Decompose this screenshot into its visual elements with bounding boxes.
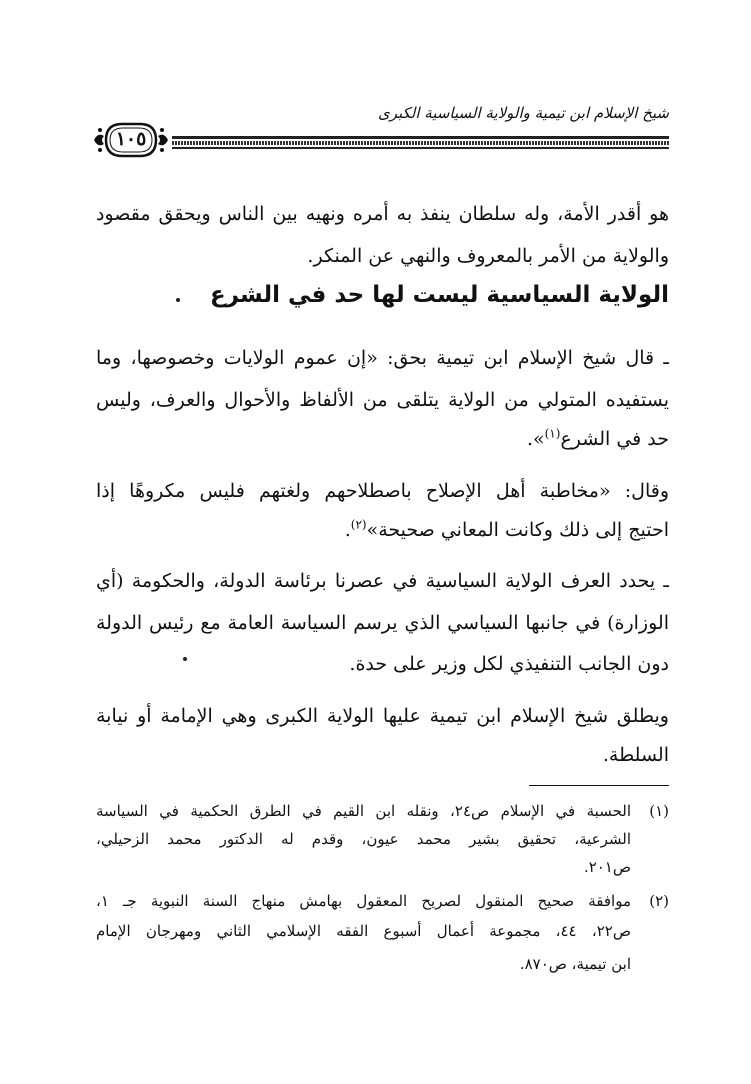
ink-speck (176, 298, 180, 302)
body-line: السلطة. (602, 744, 669, 766)
footnote-line: ابن تيمية، ص٨٧٠. (519, 955, 631, 973)
body-line: والولاية من الأمر بالمعروف والنهي عن المنكر. (307, 245, 669, 267)
section-heading: الولاية السياسية ليست لها حد في الشرع (210, 282, 669, 308)
footnote-line: ص٢٢، ٤٤، مجموعة أعمال أسبوع الفقه الإسلامي الثاني ومهرجان الإمام (96, 922, 631, 940)
body-line: ـ يحدد العرف الولاية السياسية في عصرنا برئاسة الدولة، والحكومة (أي (96, 570, 669, 592)
footnote-line: الحسبة في الإسلام ص٢٤، ونقله ابن القيم في الطرق الحكمية في السياسة (96, 802, 632, 820)
body-line: الوزارة) في جانبها السياسي الذي يرسم السياسة العامة مع رئيس الدولة (96, 612, 669, 634)
page-number: ١٠٥ (115, 128, 147, 150)
page-number-ornament (92, 118, 170, 162)
footnote-number: (١) (649, 802, 669, 820)
footnote-number: (٢) (649, 892, 669, 910)
footnote-ref[interactable]: (١) (544, 426, 561, 441)
body-text: . (344, 519, 351, 541)
body-text: احتيج إلى ذلك وكانت المعاني صحيحة» (366, 519, 669, 541)
header-rule (172, 136, 669, 150)
body-line: وقال: «مخاطبة أهل الإصلاح باصطلاحهم ولغتهم فليس مكروهًا إذا (96, 480, 669, 502)
footnote-line: ص٢٠١. (583, 858, 631, 876)
footnote-rule (529, 785, 669, 786)
body-line: دون الجانب التنفيذي لكل وزير على حدة. (349, 653, 669, 675)
footnote-ref[interactable]: (٢) (350, 517, 367, 532)
body-line (96, 517, 669, 543)
running-title: شيخ الإسلام ابن تيمية والولاية السياسية الكبرى (377, 104, 669, 122)
body-line: ـ قال شيخ الإسلام ابن تيمية بحق: «إن عموم الولايات وخصوصها، وما (96, 347, 669, 369)
footnote-line: موافقة صحيح المنقول لصريح المعقول بهامش منهاج السنة النبوية جـ ١، (96, 892, 631, 910)
body-text: ». (526, 428, 545, 450)
footnote-line: الشرعية، تحقيق بشير محمد عيون، وقدم له الدكتور محمد الزحيلي، (96, 830, 631, 848)
body-line (96, 426, 669, 452)
ink-speck (183, 657, 187, 661)
body-line: هو أقدر الأمة، وله سلطان ينفذ به أمره ونهيه بين الناس ويحقق مقصود (96, 203, 669, 225)
body-line: يستفيده المتولي من الولاية يتلقى من الألفاظ والأحوال والعرف، وليس (96, 389, 669, 411)
body-text: حد في الشرع (560, 428, 669, 450)
body-line: ويطلق شيخ الإسلام ابن تيمية عليها الولاية الكبرى وهي الإمامة أو نيابة (96, 705, 669, 727)
